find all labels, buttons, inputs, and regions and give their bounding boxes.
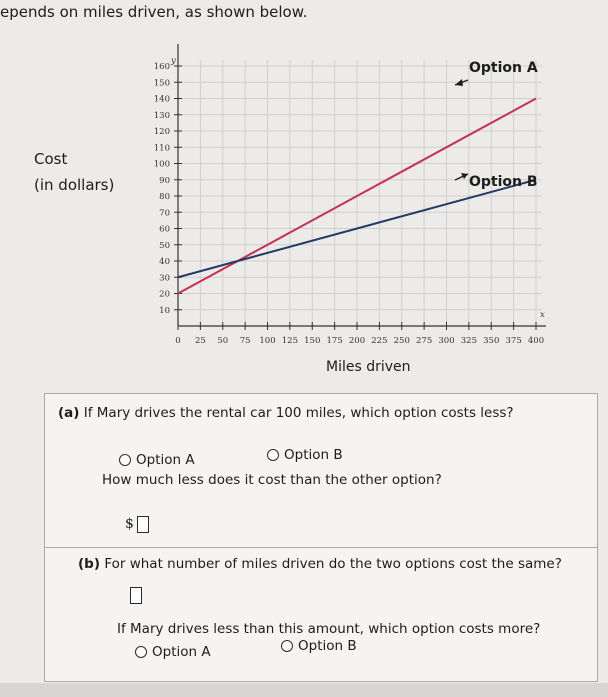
x-tick-label: 225 — [371, 336, 388, 346]
y-tick-label: 80 — [159, 192, 170, 202]
series-label-option-b: Option B — [469, 174, 538, 190]
y-axis-symbol: y — [171, 56, 176, 66]
part-a-question-text: If Mary drives the rental car 100 miles, which option costs less? — [83, 405, 514, 421]
y-tick-label: 150 — [153, 78, 170, 89]
y-tick-label: 50 — [159, 240, 170, 251]
x-tick-label: 150 — [304, 336, 321, 346]
y-tick-label: 100 — [153, 159, 170, 170]
y-tick-label: 120 — [153, 127, 170, 137]
part-a-option-a-radio[interactable] — [119, 452, 195, 468]
part-a-question — [58, 405, 514, 421]
x-tick-label: 375 — [505, 336, 522, 346]
y-tick-label: 130 — [153, 110, 170, 121]
part-b-followup: If Mary drives less than this amount, which option costs more? — [117, 621, 541, 637]
currency-symbol: $ — [125, 516, 134, 532]
y-tick-label: 140 — [153, 94, 170, 105]
y-tick-label: 110 — [153, 143, 170, 154]
part-divider — [45, 547, 597, 548]
part-a-option-b-label: Option B — [284, 447, 343, 463]
part-b-option-a-label: Option A — [152, 644, 211, 660]
y-axis-title-line2: (in dollars) — [34, 176, 115, 194]
y-tick-label: 20 — [159, 289, 170, 300]
y-tick-label: 30 — [159, 273, 170, 284]
x-tick-label: 75 — [239, 336, 251, 346]
x-tick-label: 325 — [460, 336, 477, 346]
question-panel — [44, 393, 598, 682]
x-tick-label: 350 — [483, 336, 500, 346]
y-tick-label: 40 — [159, 257, 170, 267]
y-tick-label: 160 — [153, 62, 170, 72]
chart-ticks — [154, 62, 544, 346]
x-tick-label: 0 — [175, 336, 181, 346]
series-label-option-a: Option A — [469, 60, 538, 76]
part-a-label: (a) — [58, 405, 80, 421]
x-tick-label: 400 — [527, 336, 545, 346]
y-tick-label: 10 — [159, 305, 170, 316]
y-tick-label: 90 — [159, 175, 170, 186]
x-tick-label: 100 — [259, 336, 276, 346]
radio-circle-icon[interactable] — [281, 640, 293, 652]
x-tick-label: 300 — [438, 336, 455, 346]
radio-circle-icon[interactable] — [267, 449, 279, 461]
part-b-question-text: For what number of miles driven do the two options cost the same? — [104, 556, 562, 572]
radio-circle-icon[interactable] — [119, 454, 131, 466]
option-b-arrowhead-icon — [461, 173, 468, 179]
x-axis-symbol: x — [540, 310, 545, 320]
part-b-question — [78, 556, 562, 572]
y-axis-title-line1: Cost — [34, 150, 68, 168]
radio-circle-icon[interactable] — [135, 646, 147, 658]
bottom-strip — [0, 683, 608, 697]
y-tick-label: 70 — [159, 208, 170, 219]
part-a-followup: How much less does it cost than the other option? — [102, 472, 442, 488]
part-b-option-b-radio[interactable] — [281, 638, 357, 654]
part-b-option-b-label: Option B — [298, 638, 357, 654]
y-tick-label: 60 — [159, 224, 170, 235]
x-tick-label: 250 — [393, 336, 410, 346]
x-tick-label: 25 — [194, 336, 206, 346]
x-tick-label: 175 — [326, 336, 343, 346]
x-tick-label: 275 — [416, 336, 433, 346]
x-axis-title: Miles driven — [326, 359, 411, 375]
x-tick-label: 50 — [217, 336, 229, 346]
part-b-miles-input[interactable] — [130, 587, 142, 604]
part-b-option-a-radio[interactable] — [135, 644, 211, 660]
part-a-option-b-radio[interactable] — [267, 447, 343, 463]
part-b-label: (b) — [78, 556, 101, 572]
x-tick-label: 200 — [348, 336, 366, 346]
x-tick-label: 125 — [281, 336, 298, 346]
intro-text: epends on miles driven, as shown below. — [0, 3, 308, 21]
part-a-option-a-label: Option A — [136, 452, 195, 468]
part-a-amount-input[interactable] — [137, 516, 149, 533]
